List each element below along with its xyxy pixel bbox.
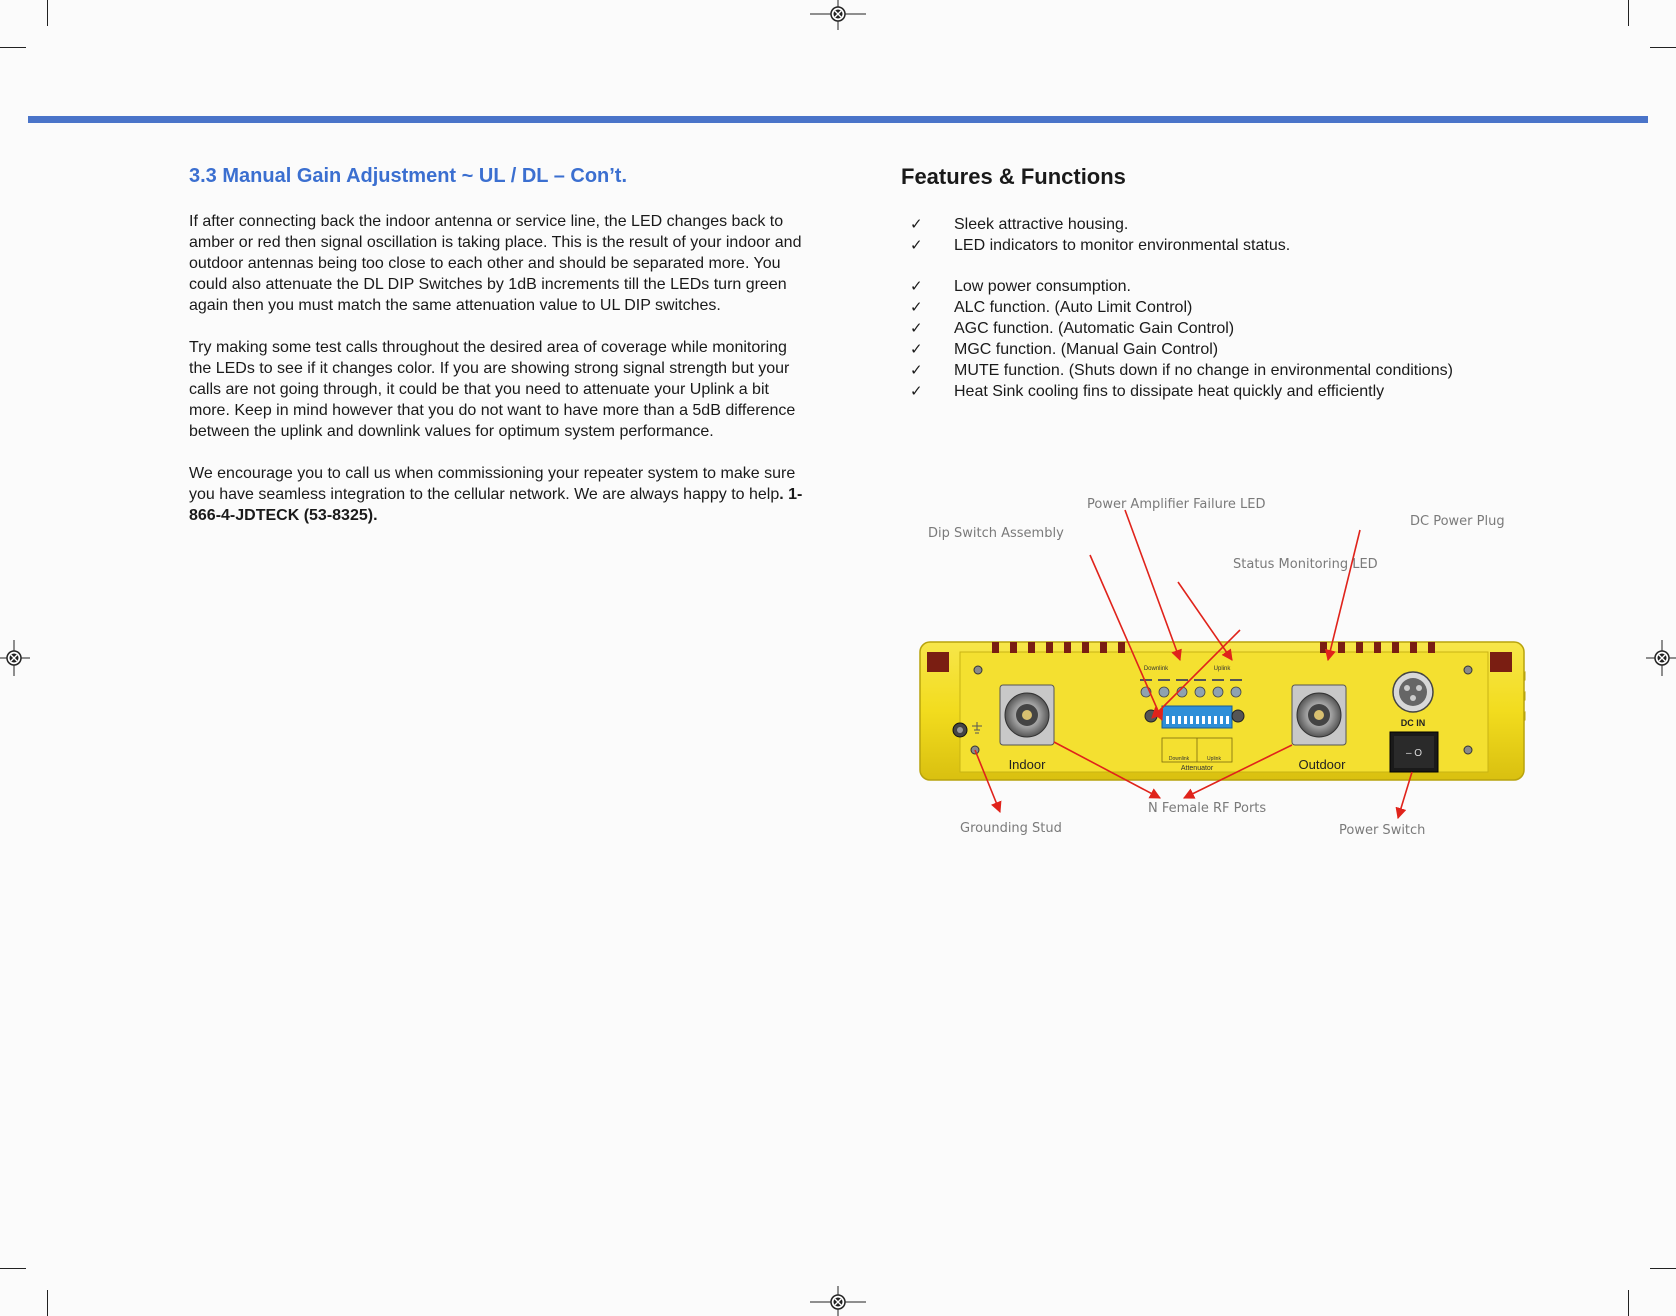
indoor-label: Indoor	[1008, 757, 1046, 772]
list-item	[901, 276, 1621, 297]
right-column	[901, 162, 1621, 402]
feature-text: MGC function. (Manual Gain Control)	[954, 341, 1219, 358]
crop-mark	[1650, 1268, 1676, 1269]
check-icon: ✓	[910, 215, 923, 233]
section-title: 3.3 Manual Gain Adjustment ~ UL / DL – Con’t.	[189, 165, 628, 187]
left-column	[189, 162, 809, 547]
check-icon: ✓	[910, 319, 923, 337]
crop-mark	[0, 47, 26, 48]
feature-text: LED indicators to monitor environmental status.	[954, 237, 1291, 254]
att-uplink-label: Uplink	[1207, 756, 1221, 762]
crop-mark	[1628, 0, 1629, 26]
crop-mark	[47, 1290, 48, 1316]
dc-power-plug	[1393, 672, 1433, 712]
feature-text: MUTE function. (Shuts down if no change in environmental conditions)	[954, 362, 1453, 379]
check-icon: ✓	[910, 298, 923, 316]
list-item	[901, 339, 1621, 360]
callout-status-led: Status Monitoring LED	[1233, 557, 1378, 572]
check-icon: ✓	[910, 382, 923, 400]
crop-mark	[0, 1268, 26, 1269]
outdoor-connector	[1292, 685, 1346, 745]
callout-power-switch: Power Switch	[1339, 823, 1426, 838]
registration-mark-icon	[0, 640, 34, 676]
feature-text: ALC function. (Auto Limit Control)	[954, 299, 1193, 316]
check-icon: ✓	[910, 236, 923, 254]
callout-dc-power-plug: DC Power Plug	[1410, 514, 1505, 529]
repeater-diagram	[900, 497, 1540, 890]
registration-mark-icon	[810, 1282, 866, 1316]
header-rule	[28, 116, 1648, 123]
callout-power-amp-led: Power Amplifier Failure LED	[1087, 497, 1266, 512]
registration-mark-icon	[810, 0, 866, 34]
att-downlink-label: Downlink	[1168, 756, 1190, 762]
list-item	[901, 318, 1621, 339]
callout-grounding-stud: Grounding Stud	[960, 821, 1062, 836]
indoor-connector	[1000, 685, 1054, 745]
feature-text: AGC function. (Automatic Gain Control)	[954, 320, 1235, 337]
callout-rf-ports: N Female RF Ports	[1148, 801, 1267, 816]
list-item	[901, 214, 1621, 235]
switch-marks: – O	[1405, 748, 1423, 759]
attenuator-label: Attenuator	[1180, 765, 1214, 772]
outdoor-label: Outdoor	[1298, 757, 1346, 772]
check-icon: ✓	[910, 277, 923, 295]
feature-text: Heat Sink cooling fins to dissipate heat quickly and efficiently	[954, 383, 1385, 400]
callout-dip-switch: Dip Switch Assembly	[928, 526, 1064, 541]
feature-text: Low power consumption.	[954, 278, 1131, 295]
paragraph-oscillation: If after connecting back the indoor antenna or service line, the LED changes back to amber or red then signal oscillation is taking place. This is the result of your indoor and outdoor antennas being too close to each other and should be separated more. You could also attenuate the DL DIP Switches by 1dB increments till the LEDs turn green again then you must match the same attenuation value to UL DIP switches.	[189, 213, 802, 314]
list-item	[901, 381, 1621, 402]
downlink-led-label: Downlink	[1143, 666, 1169, 672]
list-item	[901, 235, 1621, 256]
features-title: Features & Functions	[901, 164, 1126, 189]
list-item	[901, 297, 1621, 318]
contact-text: We encourage you to call us when commissioning your repeater system to make sure you have seamless integration to the cellular network. We are always happy to help	[189, 465, 796, 503]
registration-mark-icon	[1642, 640, 1676, 676]
contact-phone: . 1-866-4-JDTECK (53-8325).	[189, 486, 803, 524]
uplink-led-label: Uplink	[1213, 666, 1231, 672]
feature-text: Sleek attractive housing.	[954, 216, 1129, 233]
crop-mark	[47, 0, 48, 26]
feature-list	[901, 214, 1621, 402]
paragraph-contact	[189, 463, 809, 526]
list-item	[901, 360, 1621, 381]
check-icon: ✓	[910, 361, 923, 379]
crop-mark	[1650, 47, 1676, 48]
dc-in-label: DC IN	[1400, 718, 1426, 728]
crop-mark	[1628, 1290, 1629, 1316]
check-icon: ✓	[910, 340, 923, 358]
paragraph-test-calls: Try making some test calls throughout the desired area of coverage while monitoring the LEDs to see if it changes color. If you are showing strong signal strength but your calls are not going through, it could be that you need to attenuate your Uplink a bit more. Keep in mind however that you do not want to have more than a 5dB difference between the uplink and downlink values for optimum system performance.	[189, 339, 796, 440]
